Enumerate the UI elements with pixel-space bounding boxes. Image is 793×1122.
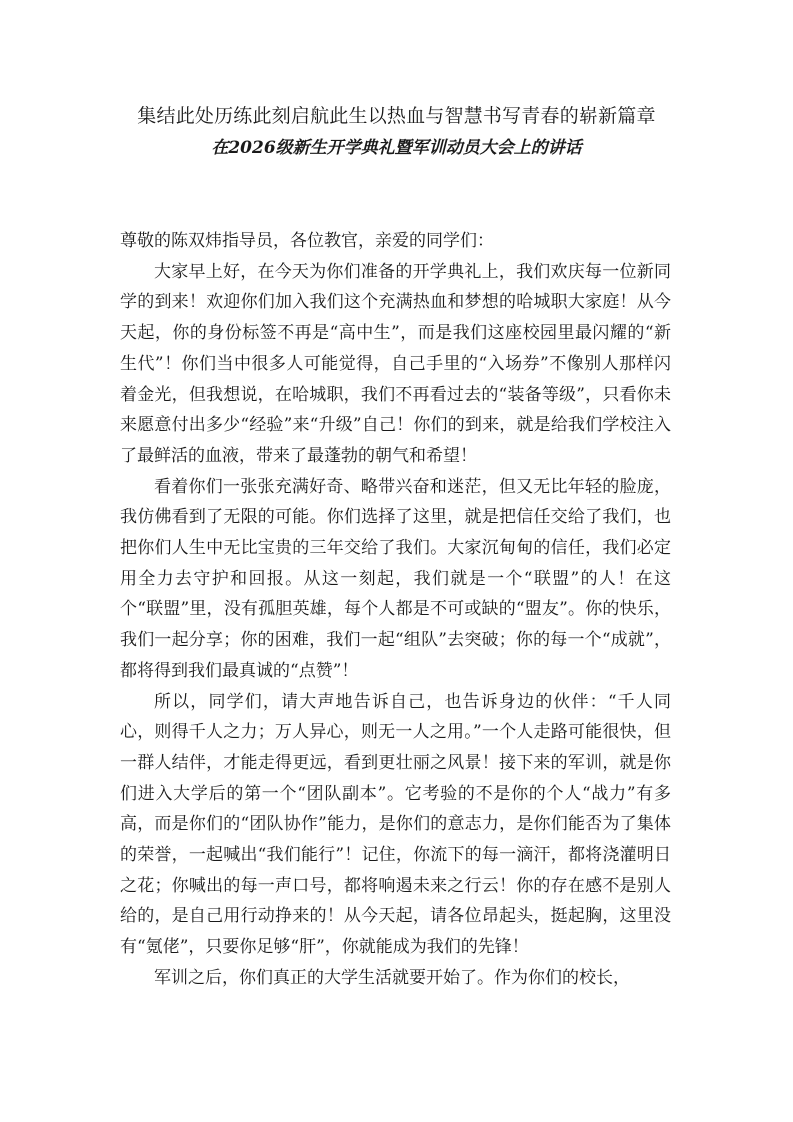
document-title: 集结此处历练此刻启航此生以热血与智慧书写青春的崭新篇章 xyxy=(137,105,656,127)
paragraph-1: 大家早上好，在今天为你们准备的开学典礼上，我们欢庆每一位新同学的到来！欢迎你们加入我们这个充满热血和梦想的哈城职大家庭！从今天起，你的身份标签不再是“高中生”，而是我们这座校园里最闪耀的“新生代”！你们当中很多人可能觉得，自己手里的“入场券”不像别人那样闪着金光，但我想说，在哈城职，我们不再看过去的“装备等级”，只看你未来愿意付出多少“经验”来“升级”自己！你们的到来，就是给我们学校注入了最鲜活的血液，带来了最蓬勃的朝气和希望！ xyxy=(120,261,671,466)
document-body xyxy=(120,226,671,994)
salutation: 尊敬的陈双炜指导员，各位教官，亲爱的同学们： xyxy=(120,231,494,251)
document-subtitle: 在2026级新生开学典礼暨军训动员大会上的讲话 xyxy=(211,138,582,158)
paragraph-4: 军训之后，你们真正的大学生活就要开始了。作为你们的校长， xyxy=(154,967,630,988)
paragraph-3: 所以，同学们，请大声地告诉自己，也告诉身边的伙伴：“千人同心，则得千人之力；万人异心，则无一人之用。”一个人走路可能很快，但一群人结伴，才能走得更远，看到更壮丽之风景！接下来的军训，就是你们进入大学后的第一个“团队副本”。它考验的不是你的个人“战力”有多高，而是你们的“团队协作”能力，是你们的意志力，是你们能否为了集体的荣誉，一起喊出“我们能行”！记住，你流下的每一滴汗，都将浇灌明日之花；你喊出的每一声口号，都将响遏未来之行云！你的存在感不是别人给的，是自己用行动挣来的！从今天起，请各位昂起头，挺起胸，这里没有“氪佬”，只要你足够“肝”，你就能成为我们的先锋！ xyxy=(120,691,671,958)
paragraph-2: 看着你们一张张充满好奇、略带兴奋和迷茫，但又无比年轻的脸庞，我仿佛看到了无限的可能。你们选择了这里，就是把信任交给了我们，也把你们人生中无比宝贵的三年交给了我们。大家沉甸甸的信任，我们必定用全力去守护和回报。从这一刻起，我们就是一个“联盟”的人！在这个“联盟”里，没有孤胆英雄，每个人都是不可或缺的“盟友”。你的快乐，我们一起分享；你的困难，我们一起“组队”去突破；你的每一个“成就”，都将得到我们最真诚的“点赞”！ xyxy=(120,476,671,681)
